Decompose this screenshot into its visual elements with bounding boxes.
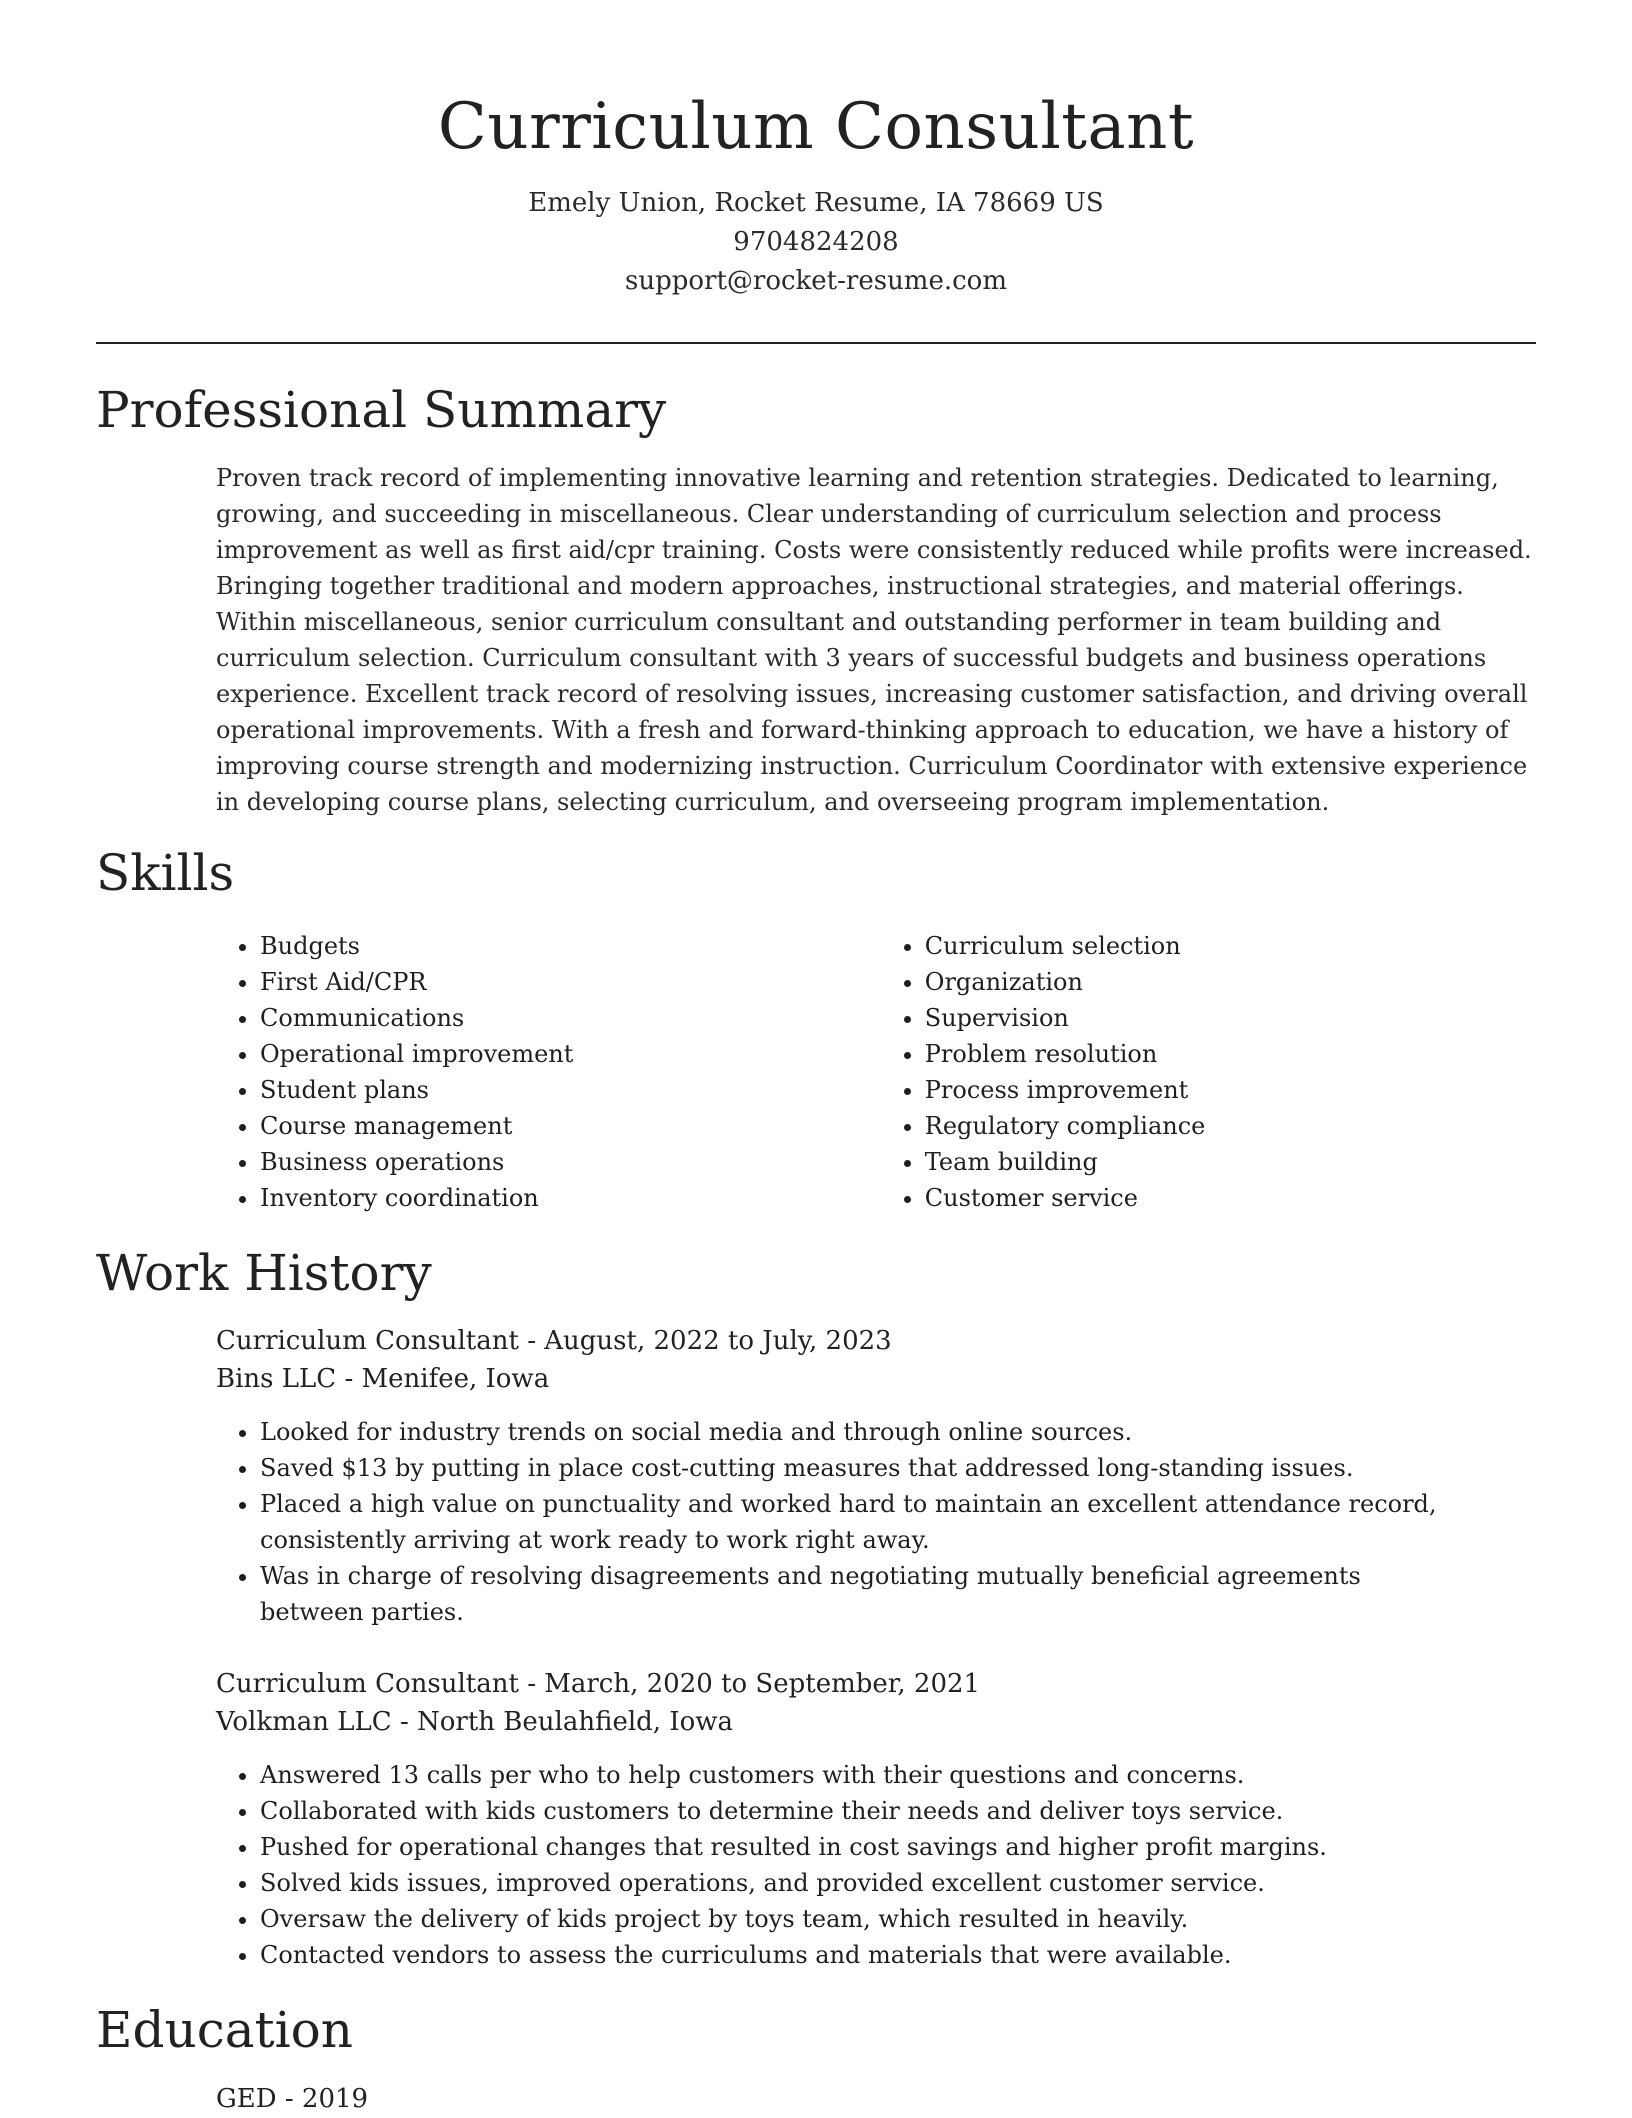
resume-header bbox=[0, 82, 1632, 301]
job-bullet: • Answered 13 calls per who to help customers with their questions and concerns. bbox=[260, 1757, 1536, 1793]
skill-item: • Communications bbox=[260, 1000, 881, 1036]
skill-item: • Customer service bbox=[925, 1180, 1536, 1216]
contact-address: Emely Union, Rocket Resume, IA 78669 US bbox=[528, 188, 1104, 218]
education-entry: GED - 2019 bbox=[216, 2084, 369, 2114]
skills-column-right bbox=[881, 928, 1536, 1216]
summary-heading: Professional Summary bbox=[96, 381, 667, 439]
job-bullet: • Oversaw the delivery of kids project by toys team, which resulted in heavily. bbox=[260, 1901, 1536, 1937]
summary-text: Proven track record of implementing innovative learning and retention strategies. Dedicated to learning, growing, and succeeding in miscellaneous. Clear understanding of curriculum selection and process improvement as well as first aid/cpr training. Costs were consistently reduced while profits were increased. Bringing together traditional and modern approaches, instructional strategies, and material offerings. Within miscellaneous, senior curriculum consultant and outstanding performer in team building and curriculum selection. Curriculum consultant with 3 years of successful budgets and business operations experience. Excellent track record of resolving issues, increasing customer satisfaction, and driving overall operational improvements. With a fresh and forward-thinking approach to education, we have a history of improving course strength and modernizing instruction. Curriculum Coordinator with extensive experience in developing course plans, selecting curriculum, and overseeing program implementation. bbox=[216, 464, 1532, 816]
job-company-line: Volkman LLC - North Beulahfield, Iowa bbox=[216, 1707, 734, 1737]
skill-item: • Curriculum selection bbox=[925, 928, 1536, 964]
job-bullets bbox=[216, 1414, 1536, 1630]
job-entry bbox=[216, 1665, 1536, 1973]
skills-column-left bbox=[216, 928, 881, 1216]
skill-item: • Student plans bbox=[260, 1072, 881, 1108]
skill-item: • Inventory coordination bbox=[260, 1180, 881, 1216]
job-bullet: • Solved kids issues, improved operations, and provided excellent customer service. bbox=[260, 1865, 1536, 1901]
skill-item: • Budgets bbox=[260, 928, 881, 964]
job-bullet: • Pushed for operational changes that resulted in cost savings and higher profit margins. bbox=[260, 1829, 1536, 1865]
work-history-heading: Work History bbox=[96, 1244, 432, 1302]
contact-email: support@rocket-resume.com bbox=[624, 266, 1007, 296]
job-bullet: • Placed a high value on punctuality and worked hard to maintain an excellent attendance record, consistently arriving at work ready to work right away. bbox=[260, 1486, 1536, 1558]
resume-title: Curriculum Consultant bbox=[437, 90, 1195, 164]
job-title-line: Curriculum Consultant - August, 2022 to July, 2023 bbox=[216, 1326, 892, 1356]
skill-item: • Organization bbox=[925, 964, 1536, 1000]
skills-heading: Skills bbox=[96, 844, 235, 902]
skill-item: • Supervision bbox=[925, 1000, 1536, 1036]
job-bullet: • Collaborated with kids customers to determine their needs and deliver toys service. bbox=[260, 1793, 1536, 1829]
header-divider bbox=[96, 342, 1536, 344]
skill-item: • Process improvement bbox=[925, 1072, 1536, 1108]
job-title-line: Curriculum Consultant - March, 2020 to September, 2021 bbox=[216, 1669, 981, 1699]
skill-item: • Operational improvement bbox=[260, 1036, 881, 1072]
skills-list bbox=[216, 928, 1536, 1216]
skill-item: • Regulatory compliance bbox=[925, 1108, 1536, 1144]
skill-item: • Team building bbox=[925, 1144, 1536, 1180]
skill-item: • Business operations bbox=[260, 1144, 881, 1180]
job-bullet: • Saved $13 by putting in place cost-cutting measures that addressed long-standing issues. bbox=[260, 1450, 1536, 1486]
job-entry bbox=[216, 1322, 1536, 1630]
job-bullet: • Looked for industry trends on social media and through online sources. bbox=[260, 1414, 1536, 1450]
skill-item: • First Aid/CPR bbox=[260, 964, 881, 1000]
skill-item: • Problem resolution bbox=[925, 1036, 1536, 1072]
job-bullets bbox=[216, 1757, 1536, 1973]
job-company-line: Bins LLC - Menifee, Iowa bbox=[216, 1364, 550, 1394]
skill-item: • Course management bbox=[260, 1108, 881, 1144]
contact-block bbox=[0, 184, 1632, 301]
job-bullet: • Was in charge of resolving disagreements and negotiating mutually beneficial agreements between parties. bbox=[260, 1558, 1536, 1630]
education-heading: Education bbox=[96, 2001, 353, 2059]
contact-phone: 9704824208 bbox=[733, 227, 899, 257]
job-bullet: • Contacted vendors to assess the curriculums and materials that were available. bbox=[260, 1937, 1536, 1973]
